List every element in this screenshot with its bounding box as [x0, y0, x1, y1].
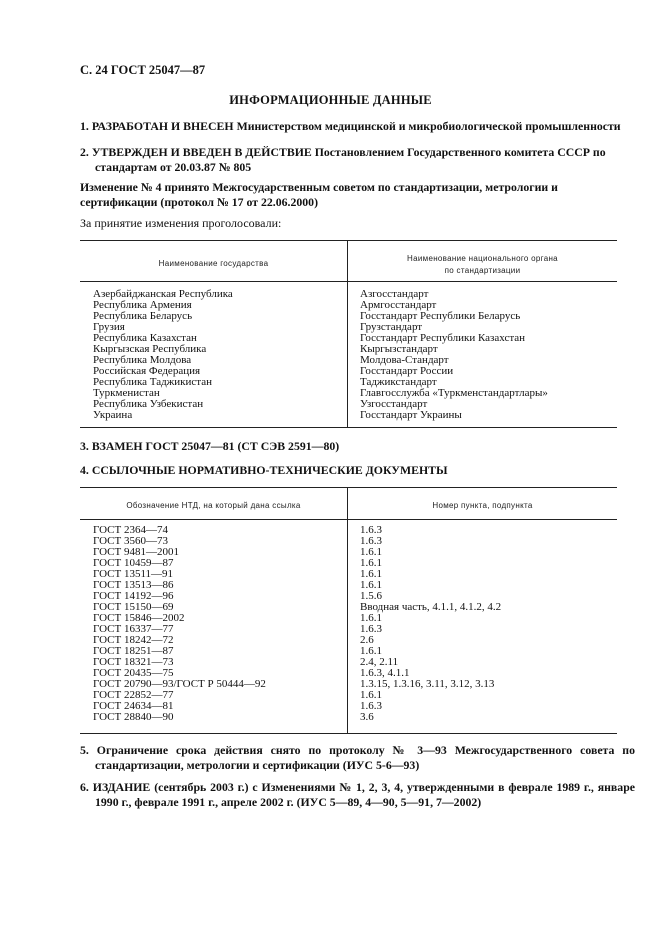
- clause-number: 1.6.3: [360, 535, 382, 547]
- section-3: 3. ВЗАМЕН ГОСТ 25047—81 (СТ СЭВ 2591—80): [80, 439, 340, 453]
- clause-number: 2.6: [360, 634, 374, 646]
- standards-body-name: Кыргызстандарт: [360, 343, 438, 355]
- reference-document: ГОСТ 2364—74: [93, 524, 168, 536]
- standards-body-name: Узгосстандарт: [360, 398, 428, 410]
- voting-table: [80, 240, 617, 428]
- standards-body-name: Молдова-Стандарт: [360, 354, 449, 366]
- reference-document: ГОСТ 22852—77: [93, 689, 174, 701]
- clause-number: 1.6.3: [360, 623, 382, 635]
- clause-number: 1.6.1: [360, 546, 382, 558]
- col-header-document: Обозначение НТД, на который дана ссылка: [126, 501, 301, 510]
- reference-document: ГОСТ 20435—75: [93, 667, 174, 679]
- bodies-column: [360, 289, 548, 421]
- section-1: 1. РАЗРАБОТАН И ВНЕСЕН Министерством медицинской и микробиологической промышленности: [80, 119, 621, 133]
- state-name: Азербайджанская Республика: [93, 288, 233, 300]
- clause-number: 3.6: [360, 711, 374, 723]
- section-2-text: Постановлением Государственного комитета СССР по стандартам от 20.03.87 № 805: [95, 145, 606, 174]
- documents-column: [93, 525, 266, 723]
- state-name: Туркменистан: [93, 387, 160, 399]
- clause-number: 1.3.15, 1.3.16, 3.11, 3.12, 3.13: [360, 678, 495, 690]
- clause-number: 1.6.1: [360, 557, 382, 569]
- state-name: Республика Беларусь: [93, 310, 193, 322]
- standards-body-name: Госстандарт России: [360, 365, 454, 377]
- clauses-column: [360, 525, 501, 723]
- reference-document: ГОСТ 10459—87: [93, 557, 174, 569]
- standards-body-name: Грузстандарт: [360, 321, 423, 333]
- reference-document: ГОСТ 24634—81: [93, 700, 174, 712]
- section-2: 2. УТВЕРЖДЕН И ВВЕДЕН В ДЕЙСТВИЕ Постановлением Государственного комитета СССР по стандартам от 20.03.87 № 805: [80, 145, 606, 174]
- reference-document: ГОСТ 9481—2001: [93, 546, 179, 558]
- standards-body-name: Главгосслужба «Туркменстандартлары»: [360, 387, 548, 399]
- reference-document: ГОСТ 15150—69: [93, 601, 174, 613]
- section-4: 4. ССЫЛОЧНЫЕ НОРМАТИВНО-ТЕХНИЧЕСКИЕ ДОКУМЕНТЫ: [80, 463, 448, 477]
- state-name: Российская Федерация: [93, 365, 201, 377]
- clause-number: 1.6.1: [360, 579, 382, 591]
- reference-document: ГОСТ 16337—77: [93, 623, 174, 635]
- section-1-lead: РАЗРАБОТАН И ВНЕСЕН: [91, 119, 234, 133]
- reference-document: ГОСТ 15846—2002: [93, 612, 185, 624]
- clause-number: 1.6.1: [360, 568, 382, 580]
- clause-number: Вводная часть, 4.1.1, 4.1.2, 4.2: [360, 601, 502, 613]
- clause-number: 2.4, 2.11: [360, 656, 399, 668]
- state-name: Республика Таджикистан: [93, 376, 212, 388]
- clause-number: 1.6.3: [360, 700, 382, 712]
- states-column: [93, 289, 233, 421]
- change-note-text: Межгосударственным советом по стандартизации, метрологии и сертификации (протокол № 17 от 22.06.2000): [80, 180, 558, 209]
- references-table: [80, 487, 617, 734]
- reference-document: ГОСТ 18321—73: [93, 656, 174, 668]
- clause-number: 1.6.1: [360, 612, 382, 624]
- col-header-state: Наименование государства: [158, 259, 269, 268]
- state-name: Украина: [93, 409, 133, 421]
- clause-number: 1.6.3, 4.1.1: [360, 667, 410, 679]
- section-5: 5. Ограничение срока действия снято по протоколу № 3—93 Межгосударственного совета по стандартизации, метрологии и сертификации (ИУС 5-6—93): [80, 743, 635, 772]
- reference-document: ГОСТ 18242—72: [93, 634, 174, 646]
- standards-body-name: Госстандарт Республики Казахстан: [360, 332, 526, 344]
- change-note: [80, 180, 620, 210]
- reference-document: ГОСТ 28840—90: [93, 711, 174, 723]
- standards-body-name: Госстандарт Республики Беларусь: [360, 310, 521, 322]
- state-name: Республика Казахстан: [93, 332, 197, 344]
- section-1-text: Министерством медицинской и микробиологической промышленности: [236, 119, 621, 133]
- reference-document: ГОСТ 3560—73: [93, 535, 168, 547]
- state-name: Кыргызская Республика: [93, 343, 207, 355]
- section-6: 6. ИЗДАНИЕ (сентябрь 2003 г.) с Изменениями № 1, 2, 3, 4, утвержденными в феврале 1989 г., январе 1990 г., феврале 1991 г., апреле 2002 г. (ИУС 5—89, 4—90, 5—91, 7—2002): [80, 780, 635, 809]
- clause-number: 1.6.1: [360, 645, 382, 657]
- state-name: Грузия: [93, 321, 125, 333]
- page-title: ИНФОРМАЦИОННЫЕ ДАННЫЕ: [229, 93, 432, 107]
- standards-body-name: Армгосстандарт: [360, 299, 437, 311]
- reference-document: ГОСТ 14192—96: [93, 590, 174, 602]
- page-header: С. 24 ГОСТ 25047—87: [80, 63, 206, 77]
- col-header-body: Наименование национального органа по стандартизации: [407, 254, 558, 275]
- state-name: Республика Узбекистан: [93, 398, 204, 410]
- reference-document: ГОСТ 13513—86: [93, 579, 174, 591]
- reference-document: ГОСТ 20790—93/ГОСТ Р 50444—92: [93, 678, 266, 690]
- table-header-rule: [80, 519, 617, 520]
- table-header-rule: [80, 281, 617, 282]
- change-note-lead: Изменение № 4 принято: [80, 180, 210, 194]
- clause-number: 1.5.6: [360, 590, 382, 602]
- standards-body-name: Госстандарт Украины: [360, 409, 462, 421]
- table-divider: [347, 488, 348, 733]
- clause-number: 1.6.3: [360, 524, 382, 536]
- standards-body-name: Таджикстандарт: [360, 376, 437, 388]
- col-header-clause: Номер пункта, подпункта: [432, 501, 533, 510]
- state-name: Республика Армения: [93, 299, 192, 311]
- reference-document: ГОСТ 13511—91: [93, 568, 174, 580]
- voted-text: За принятие изменения проголосовали:: [80, 216, 282, 230]
- standards-body-name: Азгосстандарт: [360, 288, 429, 300]
- reference-document: ГОСТ 18251—87: [93, 645, 174, 657]
- clause-number: 1.6.1: [360, 689, 382, 701]
- state-name: Республика Молдова: [93, 354, 192, 366]
- section-2-lead: УТВЕРЖДЕН И ВВЕДЕН В ДЕЙСТВИЕ: [91, 145, 312, 159]
